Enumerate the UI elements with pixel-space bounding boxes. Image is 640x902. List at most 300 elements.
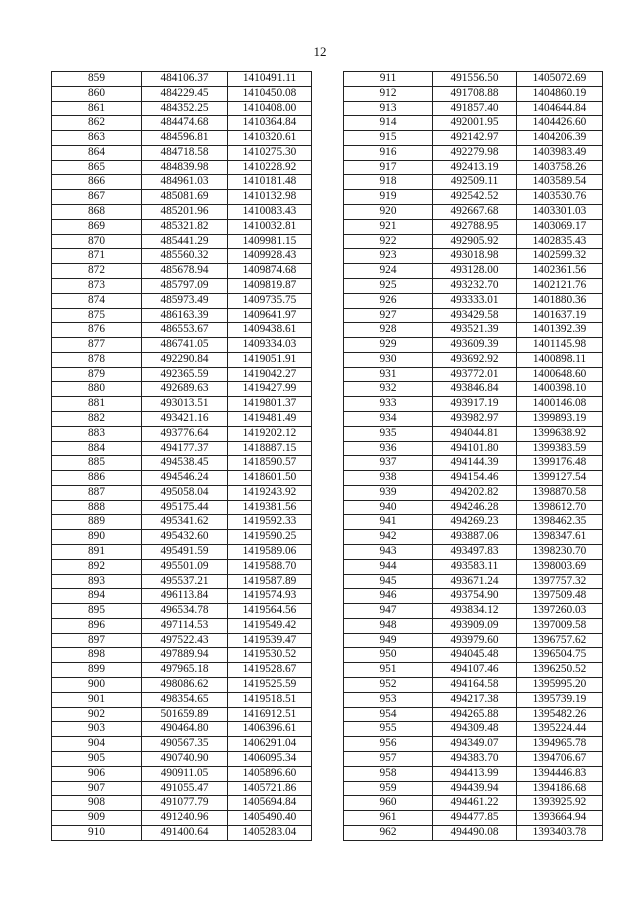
y-coordinate-cell: 1419243.92 — [228, 485, 312, 500]
table-row — [52, 751, 312, 766]
y-coordinate-cell: 1410491.11 — [228, 72, 312, 87]
x-coordinate-cell: 493583.11 — [433, 559, 517, 574]
table-row — [52, 116, 312, 131]
x-coordinate-cell: 485973.49 — [142, 293, 228, 308]
table-row — [344, 160, 603, 175]
x-coordinate-cell: 484961.03 — [142, 175, 228, 190]
x-coordinate-cell: 492542.52 — [433, 190, 517, 205]
y-coordinate-cell: 1398870.58 — [517, 485, 603, 500]
point-number-cell: 861 — [52, 101, 142, 116]
point-number-cell: 880 — [52, 382, 142, 397]
x-coordinate-cell: 484474.68 — [142, 116, 228, 131]
x-coordinate-cell: 498354.65 — [142, 692, 228, 707]
y-coordinate-cell: 1405896.60 — [228, 766, 312, 781]
point-number-cell: 888 — [52, 500, 142, 515]
point-number-cell: 876 — [52, 323, 142, 338]
table-row — [52, 604, 312, 619]
y-coordinate-cell: 1419381.56 — [228, 500, 312, 515]
y-coordinate-cell: 1405694.84 — [228, 796, 312, 811]
table-row — [344, 382, 603, 397]
point-number-cell: 892 — [52, 559, 142, 574]
y-coordinate-cell: 1397260.03 — [517, 604, 603, 619]
x-coordinate-cell: 491857.40 — [433, 101, 517, 116]
point-number-cell: 923 — [344, 249, 433, 264]
table-row — [344, 397, 603, 412]
y-coordinate-cell: 1404644.84 — [517, 101, 603, 116]
point-number-cell: 942 — [344, 530, 433, 545]
y-coordinate-cell: 1401145.98 — [517, 338, 603, 353]
y-coordinate-cell: 1399176.48 — [517, 456, 603, 471]
point-number-cell: 862 — [52, 116, 142, 131]
x-coordinate-cell: 495501.09 — [142, 559, 228, 574]
point-number-cell: 860 — [52, 86, 142, 101]
table-row — [344, 633, 603, 648]
x-coordinate-cell: 494144.39 — [433, 456, 517, 471]
x-coordinate-cell: 492001.95 — [433, 116, 517, 131]
table-row — [344, 367, 603, 382]
point-number-cell: 941 — [344, 515, 433, 530]
point-number-cell: 885 — [52, 456, 142, 471]
point-number-cell: 953 — [344, 692, 433, 707]
table-row — [52, 190, 312, 205]
table-row — [52, 618, 312, 633]
table-row — [344, 205, 603, 220]
x-coordinate-cell: 491055.47 — [142, 781, 228, 796]
table-row — [52, 219, 312, 234]
table-row — [52, 574, 312, 589]
x-coordinate-cell: 493018.98 — [433, 249, 517, 264]
y-coordinate-cell: 1398612.70 — [517, 500, 603, 515]
point-number-cell: 937 — [344, 456, 433, 471]
x-coordinate-cell: 495537.21 — [142, 574, 228, 589]
point-number-cell: 900 — [52, 678, 142, 693]
x-coordinate-cell: 493429.58 — [433, 308, 517, 323]
table-row — [344, 781, 603, 796]
table-row — [344, 796, 603, 811]
y-coordinate-cell: 1410408.00 — [228, 101, 312, 116]
y-coordinate-cell: 1398003.69 — [517, 559, 603, 574]
x-coordinate-cell: 485441.29 — [142, 234, 228, 249]
point-number-cell: 883 — [52, 426, 142, 441]
y-coordinate-cell: 1404860.19 — [517, 86, 603, 101]
x-coordinate-cell: 491400.64 — [142, 825, 228, 840]
table-row — [52, 175, 312, 190]
table-row — [344, 545, 603, 560]
point-number-cell: 926 — [344, 293, 433, 308]
point-number-cell: 933 — [344, 397, 433, 412]
point-number-cell: 869 — [52, 219, 142, 234]
y-coordinate-cell: 1419042.27 — [228, 367, 312, 382]
point-number-cell: 889 — [52, 515, 142, 530]
y-coordinate-cell: 1400648.60 — [517, 367, 603, 382]
table-row — [52, 426, 312, 441]
x-coordinate-cell: 486553.67 — [142, 323, 228, 338]
point-number-cell: 870 — [52, 234, 142, 249]
point-number-cell: 866 — [52, 175, 142, 190]
x-coordinate-cell: 485081.69 — [142, 190, 228, 205]
point-number-cell: 897 — [52, 633, 142, 648]
table-row — [344, 707, 603, 722]
table-row — [52, 485, 312, 500]
y-coordinate-cell: 1410320.61 — [228, 131, 312, 146]
table-row — [344, 101, 603, 116]
table-row — [52, 678, 312, 693]
y-coordinate-cell: 1419539.47 — [228, 633, 312, 648]
table-row — [52, 278, 312, 293]
y-coordinate-cell: 1399638.92 — [517, 426, 603, 441]
x-coordinate-cell: 494490.08 — [433, 825, 517, 840]
table-row — [52, 160, 312, 175]
y-coordinate-cell: 1400146.08 — [517, 397, 603, 412]
y-coordinate-cell: 1405283.04 — [228, 825, 312, 840]
point-number-cell: 955 — [344, 722, 433, 737]
table-row — [344, 426, 603, 441]
table-row — [344, 278, 603, 293]
y-coordinate-cell: 1400898.11 — [517, 352, 603, 367]
x-coordinate-cell: 495432.60 — [142, 530, 228, 545]
y-coordinate-cell: 1419801.37 — [228, 397, 312, 412]
y-coordinate-cell: 1406291.04 — [228, 737, 312, 752]
x-coordinate-cell: 495058.04 — [142, 485, 228, 500]
y-coordinate-cell: 1418887.15 — [228, 441, 312, 456]
point-number-cell: 894 — [52, 589, 142, 604]
point-number-cell: 872 — [52, 264, 142, 279]
x-coordinate-cell: 486163.39 — [142, 308, 228, 323]
y-coordinate-cell: 1419592.33 — [228, 515, 312, 530]
point-number-cell: 924 — [344, 264, 433, 279]
point-number-cell: 898 — [52, 648, 142, 663]
table-row — [344, 86, 603, 101]
table-row — [344, 249, 603, 264]
x-coordinate-cell: 494044.81 — [433, 426, 517, 441]
x-coordinate-cell: 492142.97 — [433, 131, 517, 146]
point-number-cell: 944 — [344, 559, 433, 574]
point-number-cell: 917 — [344, 160, 433, 175]
table-row — [344, 219, 603, 234]
x-coordinate-cell: 496534.78 — [142, 604, 228, 619]
x-coordinate-cell: 494202.82 — [433, 485, 517, 500]
table-row — [52, 131, 312, 146]
point-number-cell: 951 — [344, 663, 433, 678]
point-number-cell: 915 — [344, 131, 433, 146]
y-coordinate-cell: 1396250.52 — [517, 663, 603, 678]
table-row — [344, 648, 603, 663]
table-row — [344, 618, 603, 633]
x-coordinate-cell: 494269.23 — [433, 515, 517, 530]
y-coordinate-cell: 1419574.93 — [228, 589, 312, 604]
y-coordinate-cell: 1395739.19 — [517, 692, 603, 707]
table-row — [344, 530, 603, 545]
x-coordinate-cell: 498086.62 — [142, 678, 228, 693]
point-number-cell: 907 — [52, 781, 142, 796]
y-coordinate-cell: 1406095.34 — [228, 751, 312, 766]
y-coordinate-cell: 1394446.83 — [517, 766, 603, 781]
y-coordinate-cell: 1403983.49 — [517, 145, 603, 160]
point-number-cell: 928 — [344, 323, 433, 338]
y-coordinate-cell: 1399893.19 — [517, 411, 603, 426]
table-row — [344, 766, 603, 781]
table-row — [52, 338, 312, 353]
y-coordinate-cell: 1403758.26 — [517, 160, 603, 175]
x-coordinate-cell: 497522.43 — [142, 633, 228, 648]
x-coordinate-cell: 493333.01 — [433, 293, 517, 308]
table-row — [52, 145, 312, 160]
point-number-cell: 958 — [344, 766, 433, 781]
table-row — [52, 825, 312, 840]
y-coordinate-cell: 1394186.68 — [517, 781, 603, 796]
y-coordinate-cell: 1419590.25 — [228, 530, 312, 545]
y-coordinate-cell: 1404206.39 — [517, 131, 603, 146]
point-number-cell: 890 — [52, 530, 142, 545]
x-coordinate-cell: 492365.59 — [142, 367, 228, 382]
point-number-cell: 887 — [52, 485, 142, 500]
x-coordinate-cell: 493846.84 — [433, 382, 517, 397]
y-coordinate-cell: 1410181.48 — [228, 175, 312, 190]
x-coordinate-cell: 493692.92 — [433, 352, 517, 367]
x-coordinate-cell: 486741.05 — [142, 338, 228, 353]
x-coordinate-cell: 495175.44 — [142, 500, 228, 515]
x-coordinate-cell: 492667.68 — [433, 205, 517, 220]
point-number-cell: 878 — [52, 352, 142, 367]
point-number-cell: 935 — [344, 426, 433, 441]
y-coordinate-cell: 1405072.69 — [517, 72, 603, 87]
point-number-cell: 959 — [344, 781, 433, 796]
point-number-cell: 903 — [52, 722, 142, 737]
x-coordinate-cell: 494265.88 — [433, 707, 517, 722]
table-row — [52, 72, 312, 87]
point-number-cell: 946 — [344, 589, 433, 604]
y-coordinate-cell: 1396757.62 — [517, 633, 603, 648]
point-number-cell: 920 — [344, 205, 433, 220]
table-row — [52, 633, 312, 648]
x-coordinate-cell: 493909.09 — [433, 618, 517, 633]
y-coordinate-cell: 1398462.35 — [517, 515, 603, 530]
x-coordinate-cell: 484718.58 — [142, 145, 228, 160]
x-coordinate-cell: 494217.38 — [433, 692, 517, 707]
point-number-cell: 875 — [52, 308, 142, 323]
x-coordinate-cell: 494439.94 — [433, 781, 517, 796]
table-row — [52, 500, 312, 515]
point-number-cell: 940 — [344, 500, 433, 515]
x-coordinate-cell: 494461.22 — [433, 796, 517, 811]
x-coordinate-cell: 490567.35 — [142, 737, 228, 752]
table-row — [344, 500, 603, 515]
table-row — [52, 86, 312, 101]
table-row — [344, 338, 603, 353]
table-row — [52, 663, 312, 678]
point-number-cell: 906 — [52, 766, 142, 781]
x-coordinate-cell: 490740.90 — [142, 751, 228, 766]
x-coordinate-cell: 494164.58 — [433, 678, 517, 693]
point-number-cell: 927 — [344, 308, 433, 323]
x-coordinate-cell: 491556.50 — [433, 72, 517, 87]
x-coordinate-cell: 485201.96 — [142, 205, 228, 220]
y-coordinate-cell: 1418601.50 — [228, 471, 312, 486]
y-coordinate-cell: 1399383.59 — [517, 441, 603, 456]
x-coordinate-cell: 493421.16 — [142, 411, 228, 426]
point-number-cell: 905 — [52, 751, 142, 766]
table-row — [52, 796, 312, 811]
y-coordinate-cell: 1419528.67 — [228, 663, 312, 678]
y-coordinate-cell: 1405721.86 — [228, 781, 312, 796]
point-number-cell: 902 — [52, 707, 142, 722]
x-coordinate-cell: 490911.05 — [142, 766, 228, 781]
point-number-cell: 910 — [52, 825, 142, 840]
point-number-cell: 871 — [52, 249, 142, 264]
x-coordinate-cell: 484839.98 — [142, 160, 228, 175]
y-coordinate-cell: 1394965.78 — [517, 737, 603, 752]
table-row — [344, 604, 603, 619]
y-coordinate-cell: 1409641.97 — [228, 308, 312, 323]
point-number-cell: 911 — [344, 72, 433, 87]
x-coordinate-cell: 494177.37 — [142, 441, 228, 456]
x-coordinate-cell: 493917.19 — [433, 397, 517, 412]
x-coordinate-cell: 491240.96 — [142, 811, 228, 826]
table-row — [344, 751, 603, 766]
point-number-cell: 865 — [52, 160, 142, 175]
point-number-cell: 925 — [344, 278, 433, 293]
y-coordinate-cell: 1410450.08 — [228, 86, 312, 101]
table-row — [344, 323, 603, 338]
x-coordinate-cell: 492290.84 — [142, 352, 228, 367]
y-coordinate-cell: 1419588.70 — [228, 559, 312, 574]
x-coordinate-cell: 494349.07 — [433, 737, 517, 752]
x-coordinate-cell: 484106.37 — [142, 72, 228, 87]
y-coordinate-cell: 1404426.60 — [517, 116, 603, 131]
table-row — [52, 559, 312, 574]
table-row — [344, 264, 603, 279]
x-coordinate-cell: 492509.11 — [433, 175, 517, 190]
point-number-cell: 904 — [52, 737, 142, 752]
point-number-cell: 957 — [344, 751, 433, 766]
table-row — [52, 367, 312, 382]
table-row — [344, 308, 603, 323]
x-coordinate-cell: 494477.85 — [433, 811, 517, 826]
table-row — [344, 692, 603, 707]
table-row — [344, 825, 603, 840]
x-coordinate-cell: 493772.01 — [433, 367, 517, 382]
x-coordinate-cell: 492788.95 — [433, 219, 517, 234]
table-row — [344, 663, 603, 678]
table-row — [52, 352, 312, 367]
x-coordinate-cell: 495491.59 — [142, 545, 228, 560]
y-coordinate-cell: 1396504.75 — [517, 648, 603, 663]
y-coordinate-cell: 1419202.12 — [228, 426, 312, 441]
point-number-cell: 868 — [52, 205, 142, 220]
y-coordinate-cell: 1409819.87 — [228, 278, 312, 293]
y-coordinate-cell: 1398230.70 — [517, 545, 603, 560]
point-number-cell: 901 — [52, 692, 142, 707]
point-number-cell: 932 — [344, 382, 433, 397]
point-number-cell: 886 — [52, 471, 142, 486]
point-number-cell: 891 — [52, 545, 142, 560]
y-coordinate-cell: 1419051.91 — [228, 352, 312, 367]
y-coordinate-cell: 1400398.10 — [517, 382, 603, 397]
point-number-cell: 952 — [344, 678, 433, 693]
y-coordinate-cell: 1401880.36 — [517, 293, 603, 308]
table-row — [52, 205, 312, 220]
x-coordinate-cell: 493521.39 — [433, 323, 517, 338]
point-number-cell: 936 — [344, 441, 433, 456]
y-coordinate-cell: 1394706.67 — [517, 751, 603, 766]
x-coordinate-cell: 495341.62 — [142, 515, 228, 530]
table-row — [52, 515, 312, 530]
table-row — [52, 264, 312, 279]
point-number-cell: 879 — [52, 367, 142, 382]
point-number-cell: 874 — [52, 293, 142, 308]
table-row — [344, 559, 603, 574]
table-row — [52, 589, 312, 604]
x-coordinate-cell: 493232.70 — [433, 278, 517, 293]
point-number-cell: 912 — [344, 86, 433, 101]
point-number-cell: 899 — [52, 663, 142, 678]
y-coordinate-cell: 1393403.78 — [517, 825, 603, 840]
x-coordinate-cell: 494107.46 — [433, 663, 517, 678]
y-coordinate-cell: 1395995.20 — [517, 678, 603, 693]
y-coordinate-cell: 1398347.61 — [517, 530, 603, 545]
x-coordinate-cell: 501659.89 — [142, 707, 228, 722]
table-row — [52, 234, 312, 249]
table-row — [52, 530, 312, 545]
point-number-cell: 931 — [344, 367, 433, 382]
table-row — [52, 811, 312, 826]
x-coordinate-cell: 492905.92 — [433, 234, 517, 249]
table-row — [52, 249, 312, 264]
y-coordinate-cell: 1410364.84 — [228, 116, 312, 131]
x-coordinate-cell: 494101.80 — [433, 441, 517, 456]
x-coordinate-cell: 492413.19 — [433, 160, 517, 175]
table-row — [344, 352, 603, 367]
table-row — [52, 766, 312, 781]
x-coordinate-cell: 484229.45 — [142, 86, 228, 101]
point-number-cell: 914 — [344, 116, 433, 131]
y-coordinate-cell: 1393925.92 — [517, 796, 603, 811]
x-coordinate-cell: 485560.32 — [142, 249, 228, 264]
table-row — [344, 589, 603, 604]
table-row — [52, 456, 312, 471]
y-coordinate-cell: 1419549.42 — [228, 618, 312, 633]
y-coordinate-cell: 1401392.39 — [517, 323, 603, 338]
table-row — [344, 456, 603, 471]
x-coordinate-cell: 491708.88 — [433, 86, 517, 101]
x-coordinate-cell: 493979.60 — [433, 633, 517, 648]
point-number-cell: 896 — [52, 618, 142, 633]
x-coordinate-cell: 496113.84 — [142, 589, 228, 604]
y-coordinate-cell: 1410275.30 — [228, 145, 312, 160]
point-number-cell: 947 — [344, 604, 433, 619]
y-coordinate-cell: 1409334.03 — [228, 338, 312, 353]
table-row — [52, 648, 312, 663]
table-row — [344, 175, 603, 190]
page-number: 12 — [313, 44, 327, 59]
table-row — [344, 515, 603, 530]
y-coordinate-cell: 1403589.54 — [517, 175, 603, 190]
x-coordinate-cell: 485321.82 — [142, 219, 228, 234]
table-row — [52, 692, 312, 707]
point-number-cell: 913 — [344, 101, 433, 116]
table-row — [52, 722, 312, 737]
coordinates-table-left — [51, 71, 312, 841]
table-row — [52, 781, 312, 796]
y-coordinate-cell: 1419564.56 — [228, 604, 312, 619]
point-number-cell: 949 — [344, 633, 433, 648]
point-number-cell: 930 — [344, 352, 433, 367]
point-number-cell: 939 — [344, 485, 433, 500]
table-row — [344, 471, 603, 486]
x-coordinate-cell: 493776.64 — [142, 426, 228, 441]
table-row — [52, 308, 312, 323]
y-coordinate-cell: 1403530.76 — [517, 190, 603, 205]
